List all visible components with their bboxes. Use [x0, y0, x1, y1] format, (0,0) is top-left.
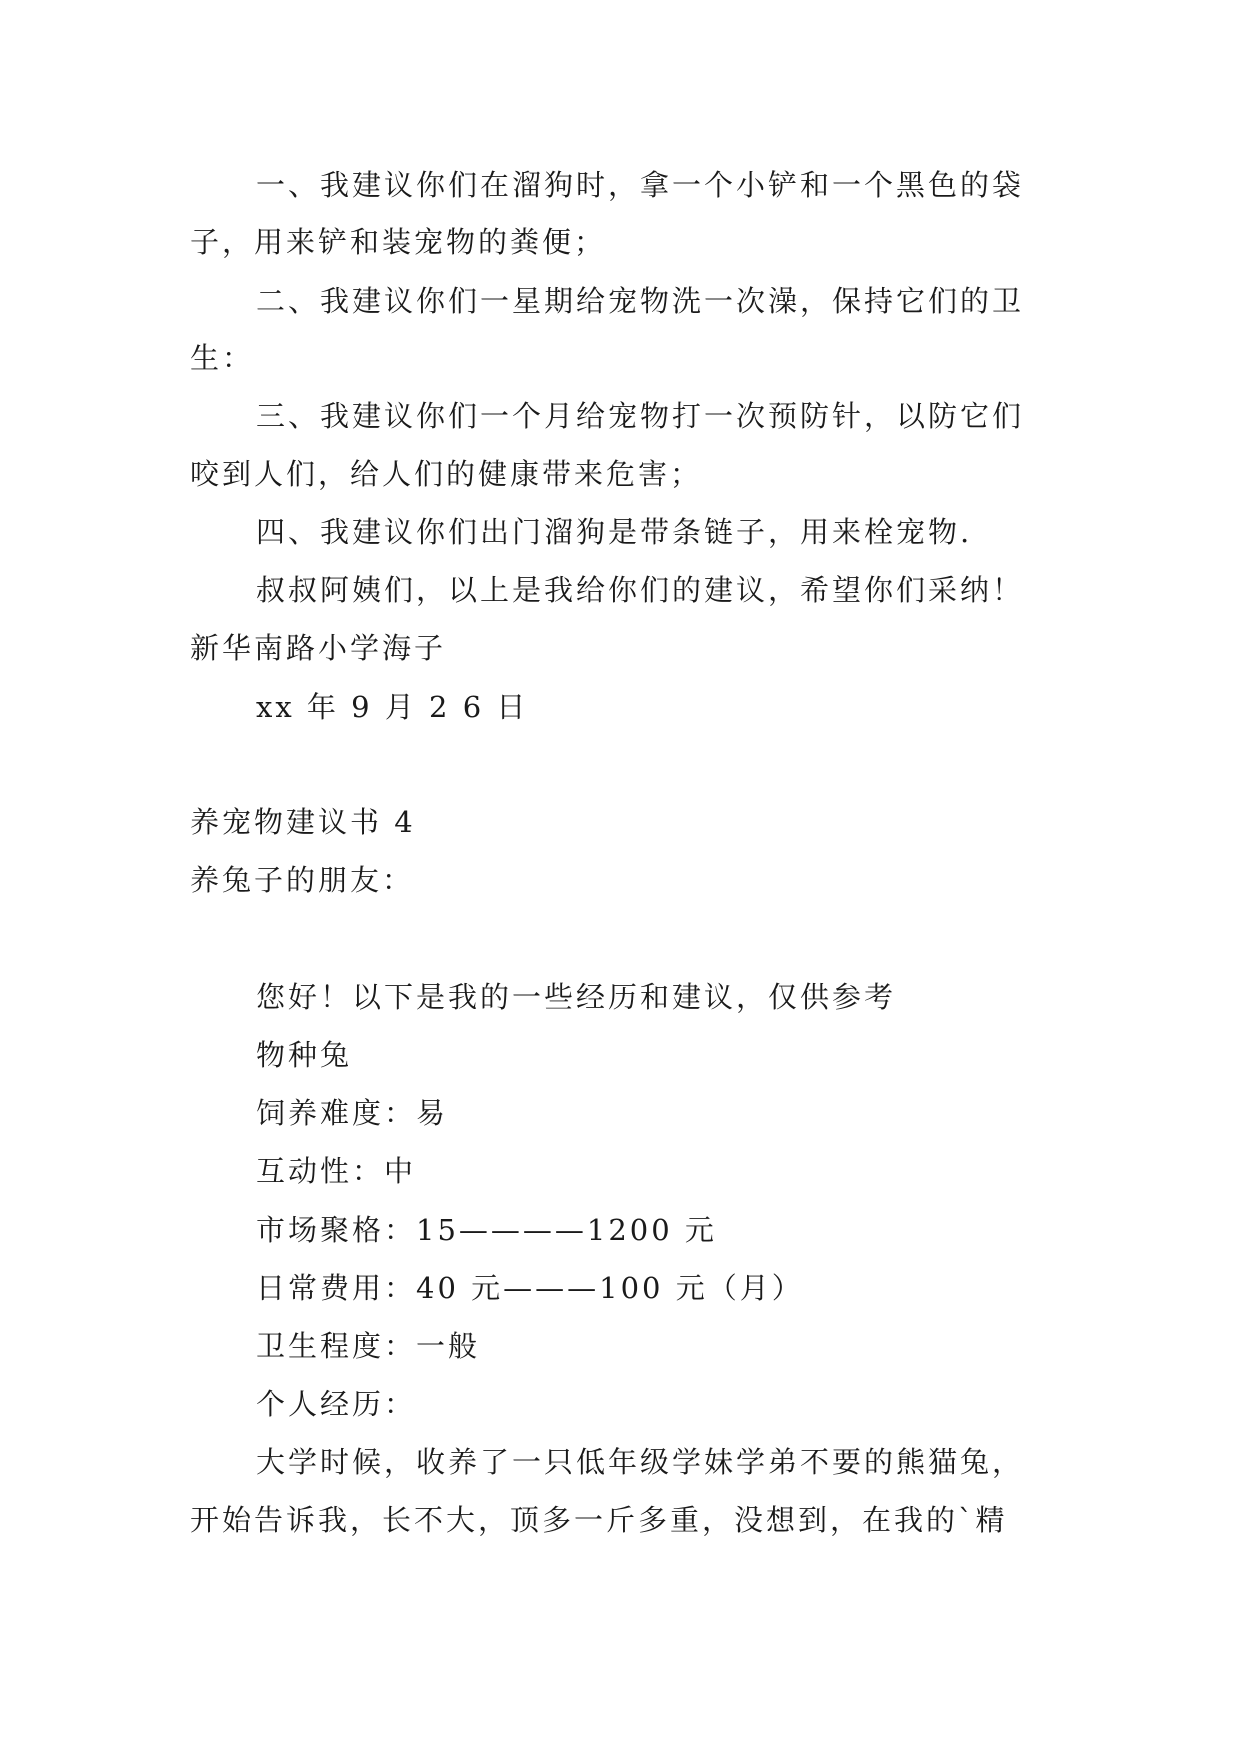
paragraph-line: 您好！以下是我的一些经历和建议，仅供参考: [256, 980, 897, 1014]
info-line: 市场聚格：15————1200 元: [256, 1213, 717, 1247]
paragraph-line: 开始告诉我，长不大，顶多一斤多重，没想到，在我的`精: [190, 1503, 1008, 1537]
paragraph-line: 三、我建议你们一个月给宠物打一次预防针，以防它们: [256, 399, 1025, 433]
salutation-line: 养兔子的朋友：: [190, 863, 415, 897]
paragraph-line: 一、我建议你们在溜狗时，拿一个小铲和一个黑色的袋: [256, 168, 1025, 202]
info-line: 个人经历：: [256, 1387, 417, 1421]
section-title: 养宠物建议书 4: [190, 805, 416, 839]
paragraph-line: 四、我建议你们出门溜狗是带条链子，用来栓宠物.: [256, 515, 973, 549]
paragraph-line: 子，用来铲和装宠物的粪便；: [190, 225, 607, 259]
info-line: 饲养难度：易: [256, 1096, 449, 1130]
info-line: 互动性：中: [256, 1154, 417, 1188]
info-line: 物种兔: [256, 1038, 353, 1072]
date-line: xx 年 9 月 2 6 日: [256, 690, 529, 724]
paragraph-line: 生：: [190, 341, 255, 375]
paragraph-line: 二、我建议你们一星期给宠物洗一次澡，保持它们的卫: [256, 284, 1025, 318]
info-line: 日常费用：40 元———100 元（月）: [256, 1271, 804, 1305]
paragraph-line: 大学时候，收养了一只低年级学妹学弟不要的熊猫兔，: [256, 1445, 1025, 1479]
info-line: 卫生程度：一般: [256, 1329, 481, 1363]
signature-line: 新华南路小学海子: [190, 631, 447, 665]
paragraph-line: 叔叔阿姨们，以上是我给你们的建议，希望你们采纳！: [256, 573, 1025, 607]
paragraph-line: 咬到人们，给人们的健康带来危害；: [190, 457, 703, 491]
